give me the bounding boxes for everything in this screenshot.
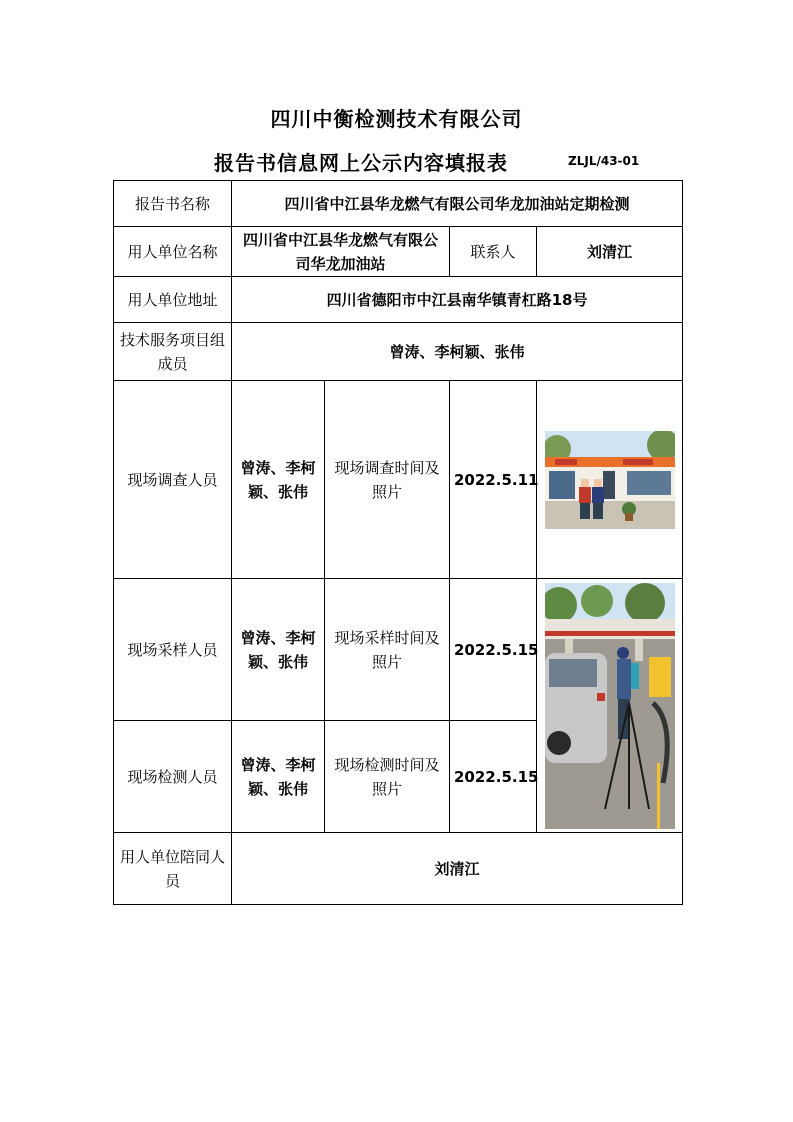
- survey-label: 现场调查人员: [114, 381, 232, 579]
- form-code: ZLJL/43-01: [568, 154, 640, 168]
- escort-label: 用人单位陪同人员: [114, 833, 232, 905]
- unit-name-value: 四川省中江县华龙燃气有限公司华龙加油站: [232, 227, 450, 277]
- row-unit-address: [114, 277, 683, 323]
- sampling-people: 曾涛、李柯颖、张伟: [232, 579, 325, 721]
- row-unit-name: [114, 227, 683, 277]
- team-label: 技术服务项目组成员: [114, 323, 232, 381]
- sampling-label: 现场采样人员: [114, 579, 232, 721]
- sampling-date: 2022.5.15: [450, 579, 537, 721]
- form-title: 报告书信息网上公示内容填报表: [214, 151, 508, 175]
- survey-photo-cell: [537, 381, 683, 579]
- report-info-table: [113, 180, 683, 905]
- row-report-name: [114, 181, 683, 227]
- escort-value: 刘清江: [232, 833, 683, 905]
- survey-date: 2022.5.11: [450, 381, 537, 579]
- testing-people: 曾涛、李柯颖、张伟: [232, 721, 325, 833]
- row-escort: [114, 833, 683, 905]
- row-survey: [114, 381, 683, 579]
- company-title: 四川中衡检测技术有限公司: [270, 107, 523, 131]
- survey-people: 曾涛、李柯颖、张伟: [232, 381, 325, 579]
- sampling-photo: [545, 583, 675, 829]
- contact-label: 联系人: [450, 227, 537, 277]
- survey-photo: [545, 431, 675, 529]
- testing-label: 现场检测人员: [114, 721, 232, 833]
- team-value: 曾涛、李柯颖、张伟: [232, 323, 683, 381]
- contact-value: 刘清江: [537, 227, 683, 277]
- unit-address-value: 四川省德阳市中江县南华镇青杠路18号: [232, 277, 683, 323]
- survey-time-label: 现场调查时间及照片: [325, 381, 450, 579]
- testing-date: 2022.5.15: [450, 721, 537, 833]
- testing-time-label: 现场检测时间及照片: [325, 721, 450, 833]
- row-sampling: [114, 579, 683, 721]
- sampling-photo-cell: [537, 579, 683, 833]
- report-name-value: 四川省中江县华龙燃气有限公司华龙加油站定期检测: [232, 181, 683, 227]
- report-name-label: 报告书名称: [114, 181, 232, 227]
- row-team: [114, 323, 683, 381]
- unit-address-label: 用人单位地址: [114, 277, 232, 323]
- unit-name-label: 用人单位名称: [114, 227, 232, 277]
- sampling-time-label: 现场采样时间及照片: [325, 579, 450, 721]
